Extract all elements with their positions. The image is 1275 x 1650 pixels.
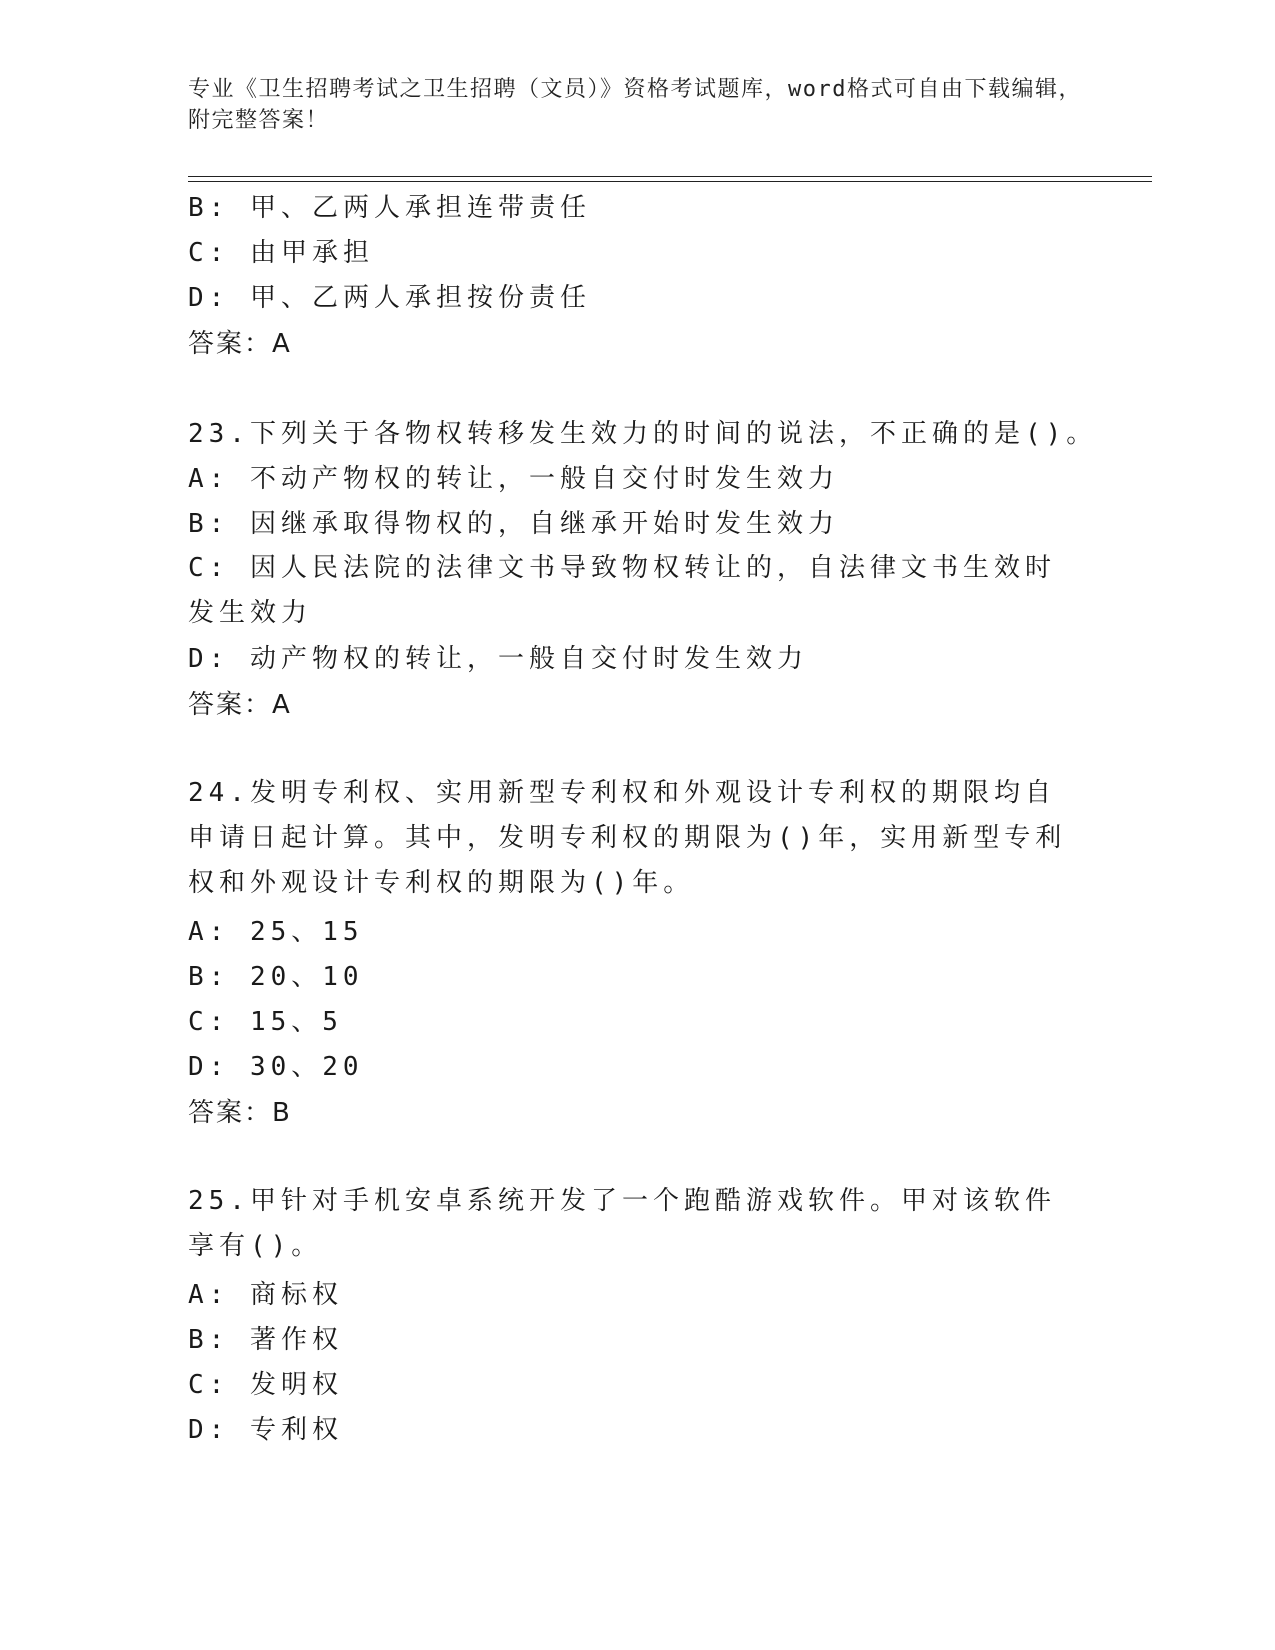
- q22-option-c: C: 由甲承担: [188, 238, 374, 268]
- q24-option-c: C: 15、5: [188, 1007, 343, 1037]
- q24-option-d: D: 30、20: [188, 1052, 364, 1082]
- q24-option-b: B: 20、10: [188, 962, 364, 992]
- q22-option-b: B: 甲、乙两人承担连带责任: [188, 193, 591, 223]
- q22-answer: 答案：A: [188, 329, 292, 359]
- document-header: 专业《卫生招聘考试之卫生招聘（文员）》资格考试题库，word格式可自由下载编辑，附完整答案！: [188, 77, 1082, 133]
- q24-answer: 答案：B: [188, 1098, 292, 1128]
- q23-option-d: D: 动产物权的转让，一般自交付时发生效力: [188, 644, 808, 674]
- q23-stem: 23.下列关于各物权转移发生效力的时间的说法，不正确的是()。: [188, 419, 1098, 449]
- q23-answer: 答案：A: [188, 690, 292, 720]
- q25-option-a: A: 商标权: [188, 1280, 343, 1310]
- q25-option-b: B: 著作权: [188, 1325, 343, 1355]
- q25-option-c: C: 发明权: [188, 1370, 343, 1400]
- q23-option-c: C: 因人民法院的法律文书导致物权转让的，自法律文书生效时发生效力: [188, 553, 1056, 628]
- header-rule-top: [188, 176, 1152, 177]
- q24-stem: 24.发明专利权、实用新型专利权和外观设计专利权的期限均自申请日起计算。其中，发明专利权的期限为()年，实用新型专利权和外观设计专利权的期限为()年。: [188, 778, 1067, 898]
- q25-option-d: D: 专利权: [188, 1415, 343, 1445]
- q25-stem: 25.甲针对手机安卓系统开发了一个跑酷游戏软件。甲对该软件享有()。: [188, 1186, 1056, 1261]
- q23-option-b: B: 因继承取得物权的，自继承开始时发生效力: [188, 509, 839, 539]
- q23-option-a: A: 不动产物权的转让，一般自交付时发生效力: [188, 464, 839, 494]
- q22-option-d: D: 甲、乙两人承担按份责任: [188, 283, 591, 313]
- header-rule-bottom: [188, 181, 1152, 182]
- q24-option-a: A: 25、15: [188, 917, 364, 947]
